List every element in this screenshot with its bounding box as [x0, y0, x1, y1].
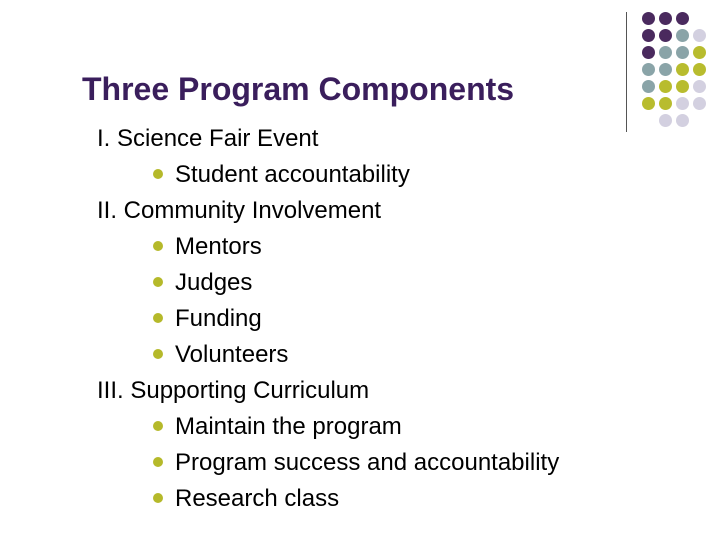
- dot-icon: [659, 114, 672, 127]
- title-divider: [626, 12, 627, 132]
- list-item-text: Mentors: [175, 233, 262, 260]
- dot-icon: [642, 80, 655, 93]
- dot-icon: [693, 97, 706, 110]
- round-bullet-icon: [153, 493, 163, 503]
- slide-body: [97, 121, 559, 517]
- dot-icon: [693, 63, 706, 76]
- list-item-text: Volunteers: [175, 341, 289, 368]
- list-item-text: Funding: [175, 305, 262, 332]
- list-item-text: Maintain the program: [175, 413, 402, 440]
- round-bullet-icon: [153, 277, 163, 287]
- dot-icon: [676, 12, 689, 25]
- dot-icon: [659, 80, 672, 93]
- section-heading: II. Community Involvement: [97, 197, 382, 224]
- slide-title: Three Program Components: [82, 71, 515, 107]
- dot-icon: [676, 29, 689, 42]
- list-item: [97, 157, 559, 193]
- list-item: [97, 409, 559, 445]
- dot-icon: [676, 80, 689, 93]
- list-item: [97, 481, 559, 517]
- dot-icon: [642, 63, 655, 76]
- round-bullet-icon: [153, 457, 163, 467]
- round-bullet-icon: [153, 241, 163, 251]
- dot-icon: [676, 114, 689, 127]
- dot-icon: [693, 29, 706, 42]
- dot-icon: [659, 46, 672, 59]
- dot-icon: [642, 29, 655, 42]
- dot-icon: [659, 63, 672, 76]
- dot-icon: [642, 12, 655, 25]
- list-item: [97, 265, 559, 301]
- dot-icon: [659, 97, 672, 110]
- dot-icon: [642, 46, 655, 59]
- dot-icon: [659, 12, 672, 25]
- list-item: [97, 229, 559, 265]
- dot-icon: [676, 63, 689, 76]
- dot-icon: [693, 46, 706, 59]
- list-item: [97, 301, 559, 337]
- round-bullet-icon: [153, 169, 163, 179]
- list-item-text: Judges: [175, 269, 253, 296]
- round-bullet-icon: [153, 349, 163, 359]
- list-item: [97, 445, 559, 481]
- dot-icon: [642, 97, 655, 110]
- list-item: [97, 337, 559, 373]
- round-bullet-icon: [153, 421, 163, 431]
- list-item-text: Research class: [175, 485, 340, 512]
- section-heading: I. Science Fair Event: [97, 125, 319, 152]
- list-item-text: Program success and accountability: [175, 449, 560, 476]
- section-heading: III. Supporting Curriculum: [97, 377, 370, 404]
- list-item-text: Student accountability: [175, 161, 410, 188]
- dot-icon: [659, 29, 672, 42]
- round-bullet-icon: [153, 313, 163, 323]
- dot-icon: [676, 97, 689, 110]
- dot-icon: [693, 80, 706, 93]
- dot-icon: [676, 46, 689, 59]
